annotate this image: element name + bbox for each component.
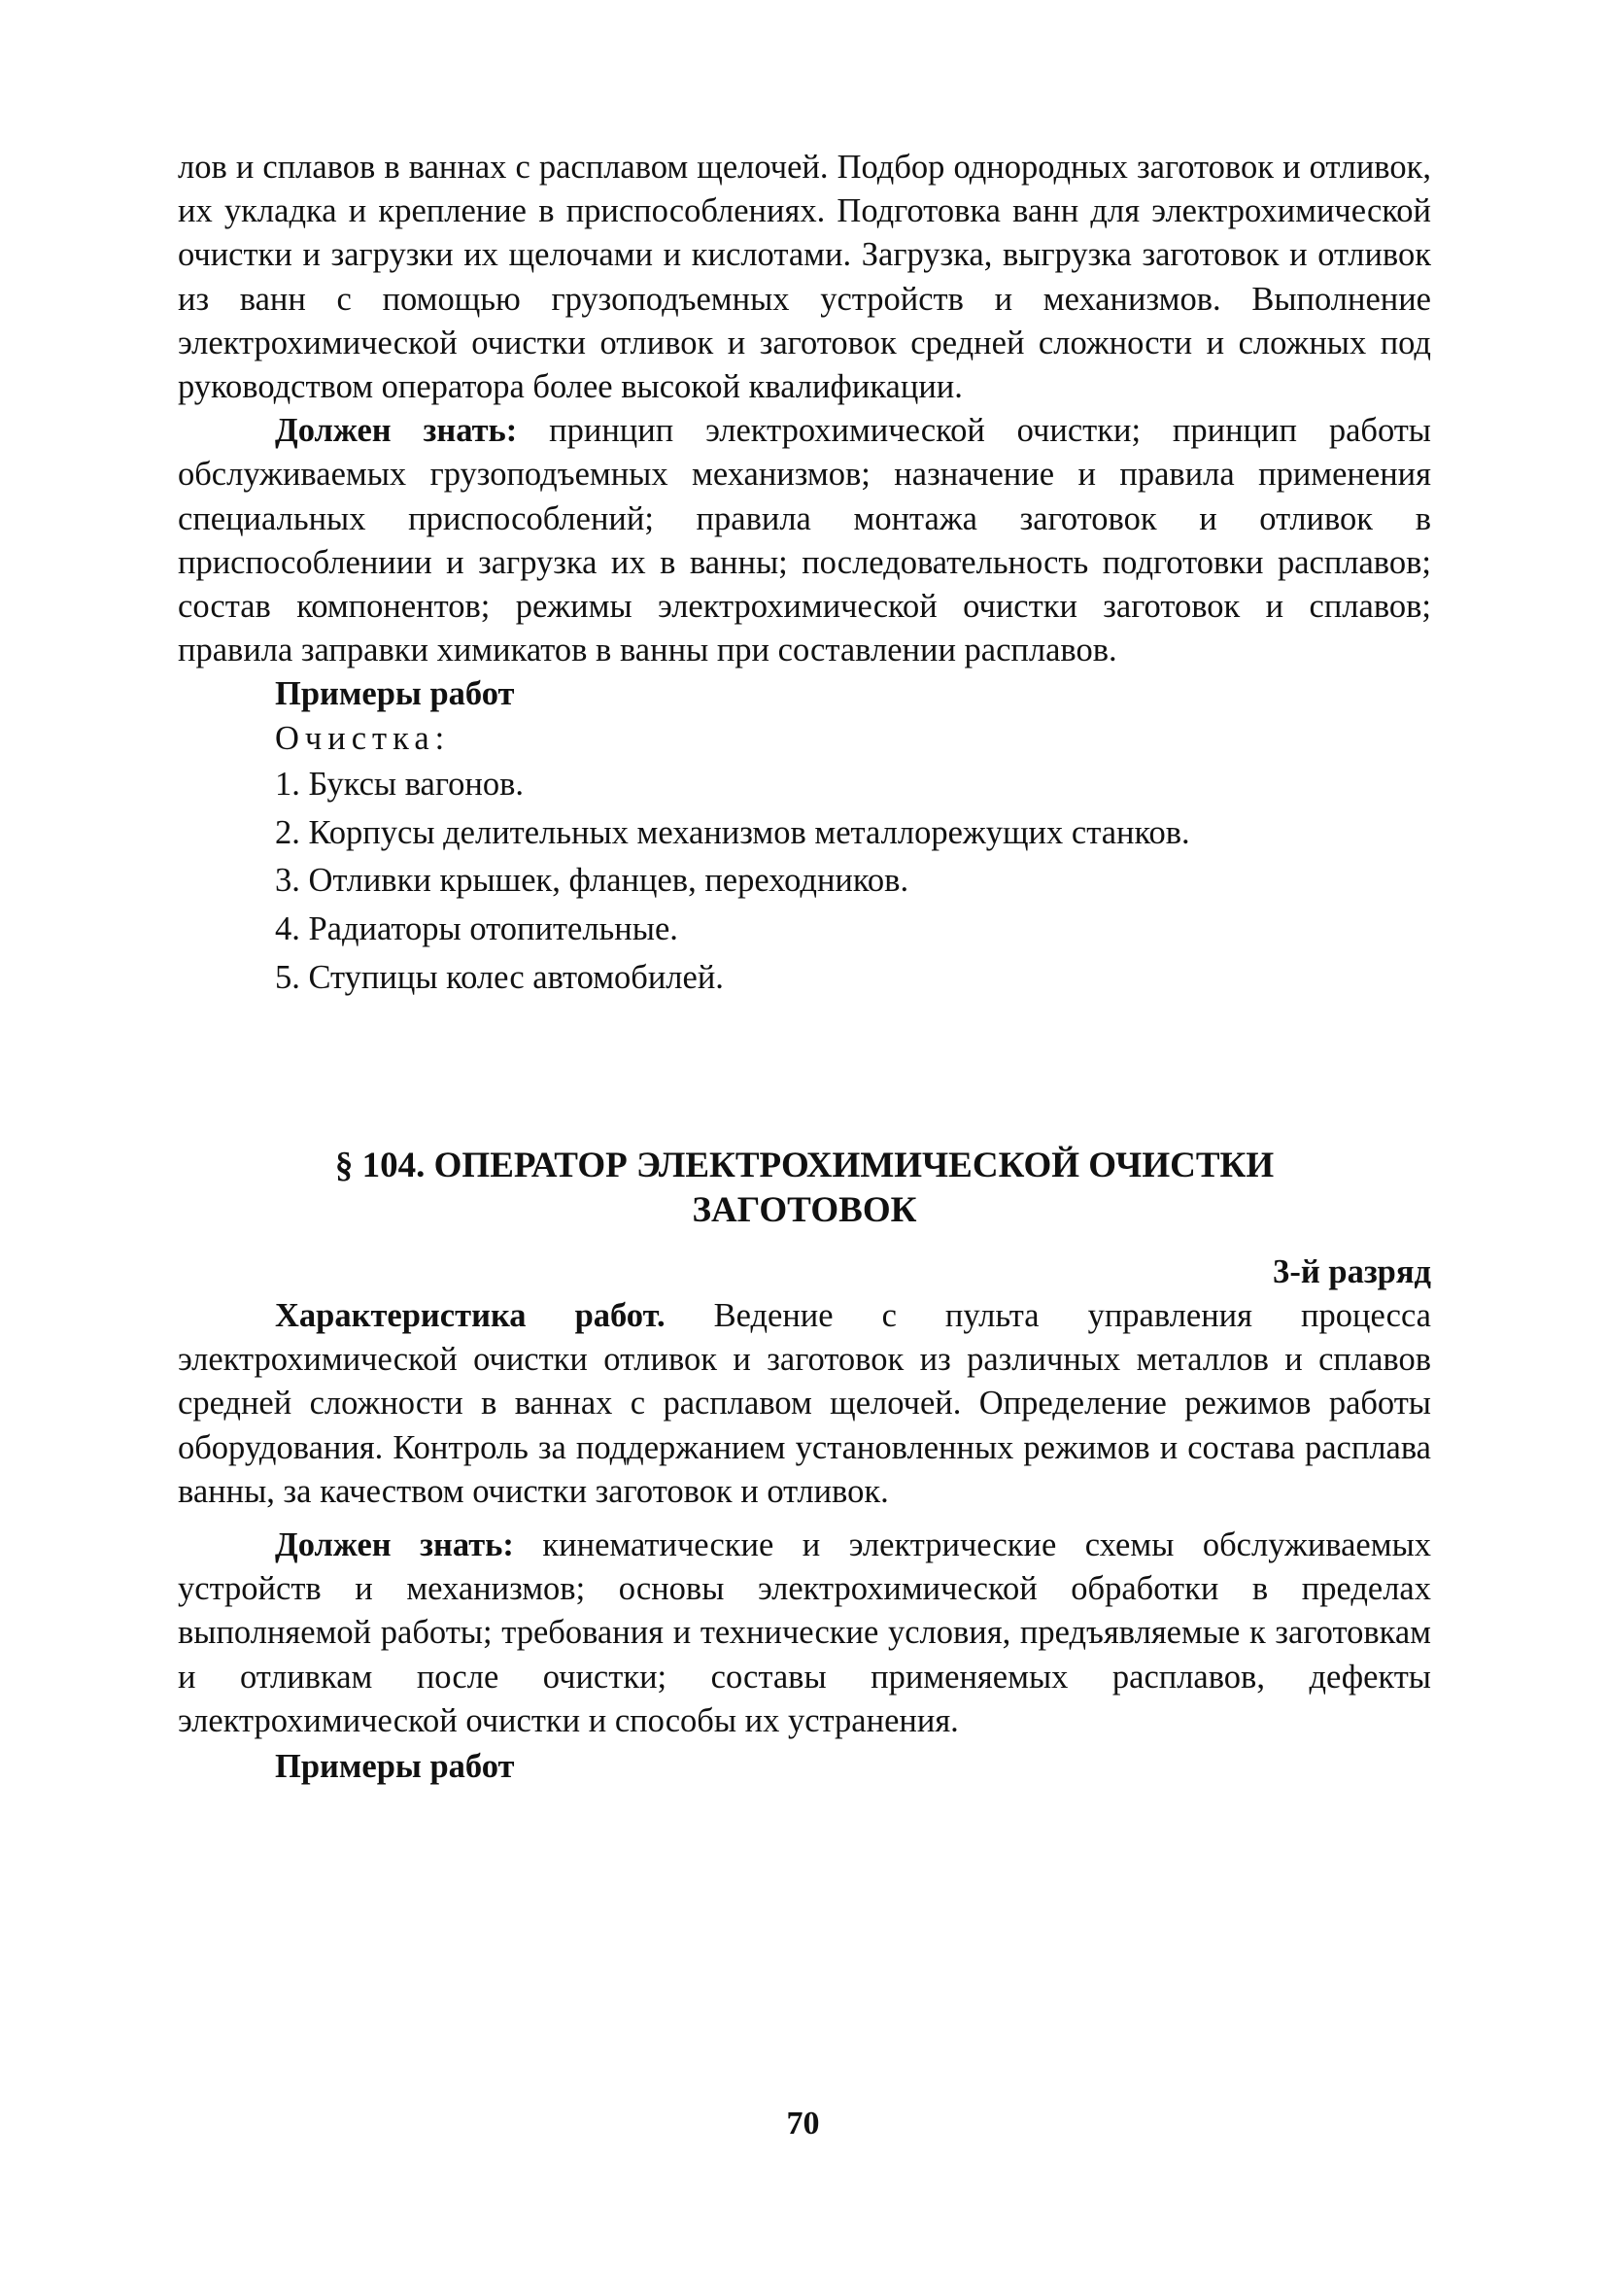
grade-label: 3-й разряд	[1273, 1252, 1431, 1290]
must-know-paragraph-2	[178, 1524, 1431, 1743]
section-title-line-2: ЗАГОТОВОК	[692, 1189, 917, 1230]
section-title	[178, 1144, 1431, 1233]
continuation-paragraph: лов и сплавов в ваннах с расплавом щелочей. Подбор однородных заготовок и отливок, их укладка и крепление в приспособлениях. Подготовка ванн для электрохимической очистки и загрузки их щелочами и кислотами. Загрузка, выгрузка заготовок и отливок из ванн с помощью грузоподъемных устройств и механизмов. Выполнение электрохимической очистки отливок и заготовок средней сложности и сложных под руководством оператора более высокой квалификации.	[178, 149, 1431, 406]
list-item: 3. Отливки крышек, фланцев, переходников.	[275, 862, 909, 900]
list-item: 5. Ступицы колес автомобилей.	[275, 959, 724, 997]
list-item: 4. Радиаторы отопительные.	[275, 910, 678, 948]
examples-heading-2: Примеры работ	[275, 1748, 515, 1786]
must-know-label-2: Должен знать:	[275, 1526, 514, 1564]
must-know-paragraph	[178, 409, 1431, 672]
page-number: 70	[786, 2106, 820, 2142]
work-characteristics-paragraph	[178, 1294, 1431, 1514]
examples-subheading: Очистка:	[275, 719, 451, 757]
document-page	[178, 146, 1431, 1789]
list-item: 2. Корпусы делительных механизмов металлорежущих станков.	[275, 813, 1190, 851]
section-title-line-1: § 104. ОПЕРАТОР ЭЛЕКТРОХИМИЧЕСКОЙ ОЧИСТКИ	[334, 1145, 1275, 1185]
list-item: 1. Буксы вагонов.	[275, 765, 525, 803]
work-characteristics-text: Ведение с пульта управления процесса электрохимической очистки отливок и заготовок из различных металлов и сплавов средней сложности в ваннах с расплавом щелочей. Определение режимов работы оборудования. Контроль за поддержанием установленных режимов и состава расплава ванны, за качеством очистки заготовок и отливок.	[178, 1297, 1431, 1510]
must-know-label: Должен знать:	[275, 412, 518, 450]
examples-heading: Примеры работ	[275, 675, 515, 713]
must-know-text-2: кинематические и электрические схемы обслуживаемых устройств и механизмов; основы электрохимической обработки в пределах выполняемой работы; требования и технические условия, предъявляемые к заготовкам и отливкам после очистки; составы применяемых расплавов, дефекты электрохимической очистки и способы их устранения.	[178, 1526, 1432, 1739]
must-know-text: принцип электрохимической очистки; принцип работы обслуживаемых грузоподъемных механизмов; назначение и правила применения специальных приспособлений; правила монтажа заготовок и отливок в приспособлениии и загрузка их в ванны; последовательность подготовки расплавов; состав компонентов; режимы электрохимической очистки заготовок и сплавов; правила заправки химикатов в ванны при составлении расплавов.	[178, 412, 1431, 669]
examples-list	[178, 761, 1431, 1003]
work-characteristics-label: Характеристика работ.	[275, 1297, 666, 1335]
